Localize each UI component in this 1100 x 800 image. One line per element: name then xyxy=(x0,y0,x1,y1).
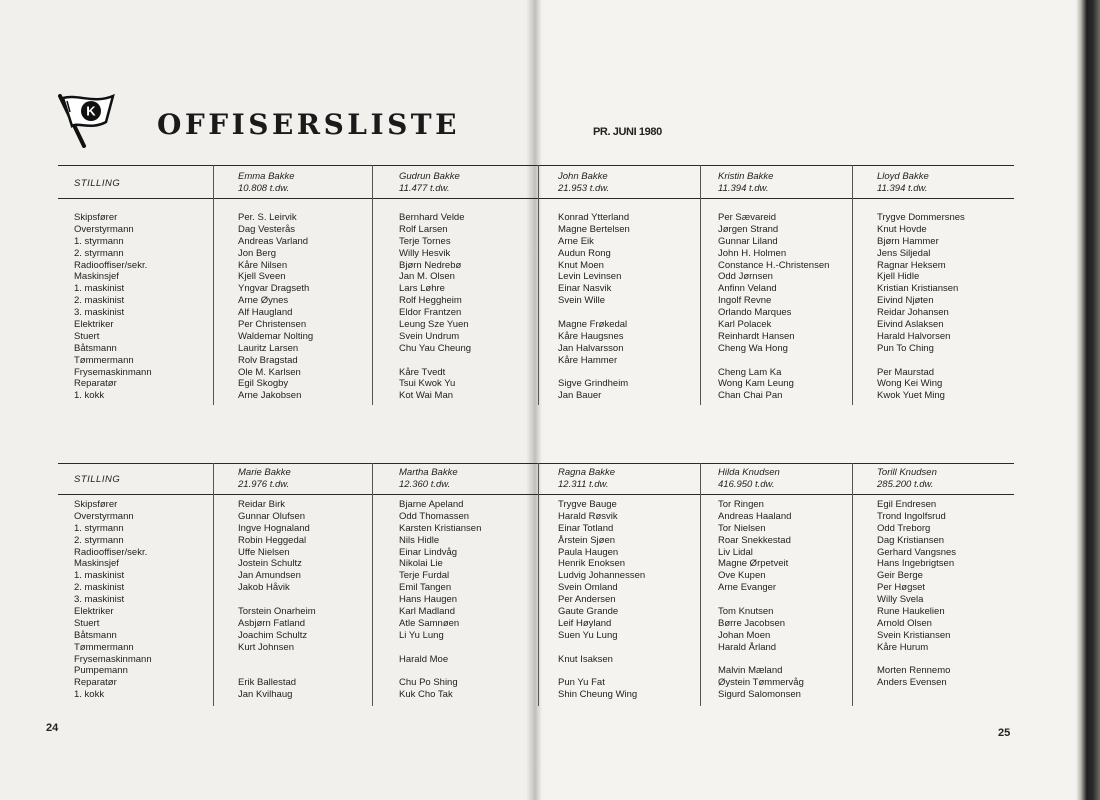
divider xyxy=(700,463,701,706)
crew-list: Bernhard Velde Rolf Larsen Terje Tornes Willy Hesvik Bjørn Nedrebø Jan M. Olsen Lars Løhre Rolf Heggheim Eldor Frantzen Leung Sze Yuen Svein Undrum Chu Yau Cheung Kåre Tvedt Tsui Kwok Yu Kot Wai Man xyxy=(399,212,472,402)
ship-header: Emma Bakke 10.808 t.dw. xyxy=(238,171,295,194)
section1-header-rule xyxy=(58,198,1014,199)
crew-list: Tor Ringen Andreas Haaland Tor Nielsen Roar Snekkestad Liv Lidal Magne Ørpetveit Ove Kupen Arne Evanger Tom Knutsen Børre Jacobsen Johan Moen Harald Årland Malvin Mæland Øystein Tømmervåg Sigurd Salomonsen xyxy=(718,499,804,701)
ship-header: John Bakke 21.953 t.dw. xyxy=(558,171,610,194)
page-title: OFFISERSLISTE xyxy=(157,108,460,141)
crew-list: Per. S. Leirvik Dag Vesterås Andreas Varland Jon Berg Kåre Nilsen Kjell Sveen Yngvar Dragseth Arne Øynes Alf Haugland Per Christensen Waldemar Nolting Lauritz Larsen Rolv Bragstad Ole M. Karlsen Egil Skogby Arne Jakobsen xyxy=(238,212,314,402)
logo-letter: K xyxy=(86,103,96,119)
crew-list: Konrad Ytterland Magne Bertelsen Arne Eik Audun Rong Knut Moen Levin Levinsen Einar Nasvik Svein Wille Magne Frøkedal Kåre Haugsnes Jan Halvarsson Kåre Hammer Sigve Grindheim Jan Bauer xyxy=(558,212,630,402)
positions-list: Skipsfører Overstyrmann 1. styrmann 2. styrmann Radiooffiser/sekr. Maskinsjef 1. maskinist 2. maskinist 3. maskinist Elektriker Stuert Båtsmann Tømmermann Frysemaskinmann Reparatør 1. kokk xyxy=(74,212,152,402)
section2-top-rule xyxy=(58,463,1014,464)
ship-header: Hilda Knudsen 416.950 t.dw. xyxy=(718,467,780,490)
divider xyxy=(700,165,701,405)
divider xyxy=(213,165,214,405)
divider xyxy=(372,463,373,706)
page-number-left: 24 xyxy=(46,722,59,734)
crew-list: Per Sævareid Jørgen Strand Gunnar Liland John H. Holmen Constance H.-Christensen Odd Jørnsen Anfinn Veland Ingolf Revne Orlando Marques Karl Polacek Reinhardt Hansen Cheng Wa Hong Cheng Lam Ka Wong Kam Leung Chan Chai Pan xyxy=(718,212,830,402)
page-gutter xyxy=(526,0,542,800)
positions-list: Skipsfører Overstyrmann 1. styrmann 2. styrmann Radiooffiser/sekr. Maskinsjef 1. maskinist 2. maskinist 3. maskinist Elektriker Stuert Båtsmann Tømmermann Frysemaskinmann Pumpemann Reparatør 1. kokk xyxy=(74,499,152,701)
divider xyxy=(538,463,539,706)
stilling-header: STILLING xyxy=(74,178,121,189)
divider xyxy=(538,165,539,405)
ship-header: Kristin Bakke 11.394 t.dw. xyxy=(718,171,774,194)
divider xyxy=(852,165,853,405)
ship-header: Marie Bakke 21.976 t.dw. xyxy=(238,467,291,490)
ship-header: Gudrun Bakke 11.477 t.dw. xyxy=(399,171,460,194)
crew-list: Trygve Dommersnes Knut Hovde Bjørn Hammer Jens Siljedal Ragnar Heksem Kjell Hidle Kristian Kristiansen Eivind Njøten Reidar Johansen Eivind Aslaksen Harald Halvorsen Pun To Ching Per Maurstad Wong Kei Wing Kwok Yuet Ming xyxy=(877,212,965,402)
date-label: PR. JUNI 1980 xyxy=(593,126,662,138)
page-number-right: 25 xyxy=(998,727,1011,739)
section2-header-rule xyxy=(58,494,1014,495)
stilling-header: STILLING xyxy=(74,474,121,485)
ship-header: Ragna Bakke 12.311 t.dw. xyxy=(558,467,616,490)
crew-list: Egil Endresen Trond Ingolfsrud Odd Treborg Dag Kristiansen Gerhard Vangsnes Hans Ingebrigtsen Geir Berge Per Høgset Willy Svela Rune Haukelien Arnold Olsen Svein Kristiansen Kåre Hurum Morten Rennemo Anders Evensen xyxy=(877,499,957,689)
company-flag-logo xyxy=(58,92,116,148)
crew-list: Bjarne Apeland Odd Thomassen Karsten Kristiansen Nils Hidle Einar Lindvåg Nikolai Lie Terje Furdal Emil Tangen Hans Haugen Karl Madland Atle Samnøen Li Yu Lung Harald Moe Chu Po Shing Kuk Cho Tak xyxy=(399,499,482,701)
divider xyxy=(852,463,853,706)
ship-header: Martha Bakke 12.360 t.dw. xyxy=(399,467,458,490)
divider xyxy=(372,165,373,405)
crew-list: Trygve Bauge Harald Røsvik Einar Totland Årstein Sjøen Paula Haugen Henrik Enoksen Ludvig Johannessen Svein Omland Per Andersen Gaute Grande Leif Høyland Suen Yu Lung Knut Isaksen Pun Yu Fat Shin Cheung Wing xyxy=(558,499,646,701)
divider xyxy=(213,463,214,706)
ship-header: Torill Knudsen 285.200 t.dw. xyxy=(877,467,937,490)
ship-header: Lloyd Bakke 11.394 t.dw. xyxy=(877,171,929,194)
crew-list: Reidar Birk Gunnar Olufsen Ingve Hognaland Robin Heggedal Uffe Nielsen Jostein Schultz Jan Amundsen Jakob Håvik Torstein Onarheim Asbjørn Fatland Joachim Schultz Kurt Johnsen Erik Ballestad Jan Kvilhaug xyxy=(238,499,316,701)
section1-top-rule xyxy=(58,165,1014,166)
page-edge-shadow xyxy=(1076,0,1100,800)
